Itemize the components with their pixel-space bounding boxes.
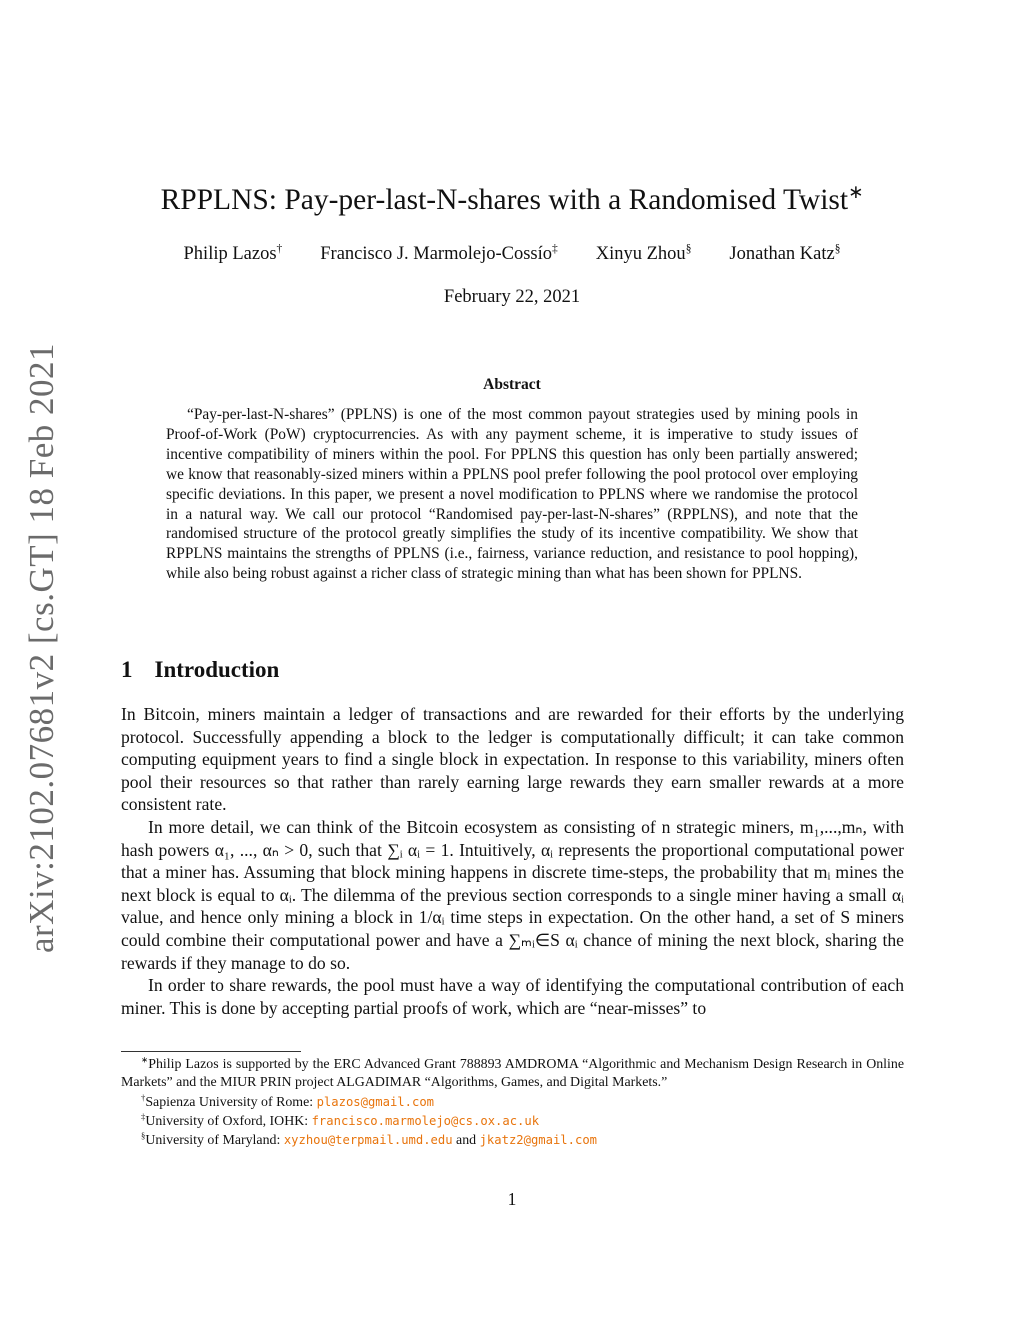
footnote-text: Philip Lazos is supported by the ERC Advanced Grant 788893 AMDROMA “Algorithmic and Mechanism Design Research in Online Markets” and the MIUR PRIN project ALGADIMAR “Algorithms, Games, and Digital Markets.” [121, 1057, 904, 1091]
author-mark: ‡ [552, 242, 558, 255]
footnotes [121, 1056, 904, 1150]
footnote-divider [121, 1051, 301, 1052]
email-link[interactable]: jkatz2@gmail.com [479, 1133, 597, 1148]
author [184, 244, 283, 265]
author-name: Francisco J. Marmolejo-Cossío [320, 244, 553, 264]
publication-date: February 22, 2021 [443, 287, 581, 307]
email-link[interactable]: plazos@gmail.com [316, 1094, 434, 1109]
page-number: 1 [507, 1189, 517, 1209]
footnote-mark: § [141, 1130, 146, 1141]
email-link[interactable]: francisco.marmolejo@cs.ox.ac.uk [311, 1113, 540, 1128]
author [596, 244, 692, 265]
footnote-mark: † [141, 1091, 146, 1102]
section-title: Introduction [154, 657, 280, 682]
section-number: 1 [121, 657, 133, 682]
footnote [121, 1093, 904, 1112]
author [729, 244, 840, 265]
abstract-heading: Abstract [483, 376, 541, 393]
arxiv-identifier-text: arXiv:2102.07681v2 [cs.GT] 18 Feb 2021 [22, 342, 62, 953]
introduction-body [121, 703, 904, 1019]
section-heading [121, 657, 279, 683]
author [320, 244, 557, 265]
footnote [121, 1112, 904, 1131]
abstract-body: “Pay-per-last-N-shares” (PPLNS) is one of the most common payout strategies used by mining pools in Proof-of-Work (PoW) cryptocurrencies. As with any payment scheme, it is imperative to study issues of incentive compatibility of miners within the pool. For PPLNS this question has only been partially answered; we know that reasonably-sized miners within a PPLNS pool prefer following the pool protocol over employing specific deviations. In this paper, we present a novel modification to PPLNS where we randomise the protocol in a natural way. We call our protocol “Randomised pay-per-last-N-shares” (RPPLNS), and note that the randomised structure of the protocol greatly simplifies the study of its incentive compatibility. We show that RPPLNS maintains the strengths of PPLNS (i.e., fairness, variance reduction, and resistance to pool hopping), while also being robust against a richer class of strategic mining than what has been shown for PPLNS. [166, 406, 858, 583]
paper-title [0, 184, 1024, 217]
footnote-mark: ‡ [141, 1111, 146, 1122]
email-link[interactable]: xyzhou@terpmail.umd.edu [283, 1133, 453, 1148]
paragraph: In order to share rewards, the pool must have a way of identifying the computational contribution of each miner. This is done by accepting partial proofs of work, which are “near-misses” to [121, 975, 904, 1018]
footnote-text: University of Oxford, IOHK: [145, 1113, 312, 1129]
footnote-text: Sapienza University of Rome: [145, 1094, 317, 1110]
author-name: Philip Lazos [183, 244, 277, 264]
paper-title-text: RPPLNS: Pay-per-last-N-shares with a Randomised Twist [160, 184, 849, 216]
footnote-text: University of Maryland: [145, 1133, 284, 1149]
paragraph: In more detail, we can think of the Bitcoin ecosystem as consisting of n strategic miners, m₁,...,mₙ, with hash powers α₁, ..., αₙ > 0, such that ∑ᵢ αᵢ = 1. Intuitively, αᵢ represents the proportional computational power that a miner has. Assuming that block mining happens in discrete time-steps, the probability that mᵢ mines the next block is equal to αᵢ. The dilemma of the previous section corresponds to a single miner having a small αᵢ value, and hence only mining a block in 1/αᵢ time steps in expectation. On the other hand, a set of S miners could combine their computational power and have a ∑ₘᵢ∈S αᵢ chance of mining the next block, sharing the rewards if they manage to do so. [121, 816, 904, 973]
arxiv-identifier-stamp [12, 342, 72, 953]
author-name: Jonathan Katz [729, 244, 835, 264]
title-footnote-mark: ∗ [848, 182, 864, 203]
author-list [0, 244, 1024, 265]
author-mark: § [834, 242, 841, 255]
footnote-joiner: and [452, 1133, 480, 1149]
footnote-mark: ∗ [141, 1054, 149, 1065]
footnote [121, 1056, 904, 1093]
author-name: Xinyu Zhou [595, 244, 686, 264]
paragraph: In Bitcoin, miners maintain a ledger of transactions and are rewarded for their efforts by the underlying protocol. Successfully appending a block to the ledger is computationally difficult; it can take common computing equipment years to find a single block in expectation. In response to this variability, miners often pool their resources so that rather than rarely earning large rewards they earn smaller rewards at a more consistent rate. [121, 704, 904, 815]
author-mark: † [276, 242, 283, 255]
footnote [121, 1131, 904, 1150]
author-mark: § [685, 242, 692, 255]
